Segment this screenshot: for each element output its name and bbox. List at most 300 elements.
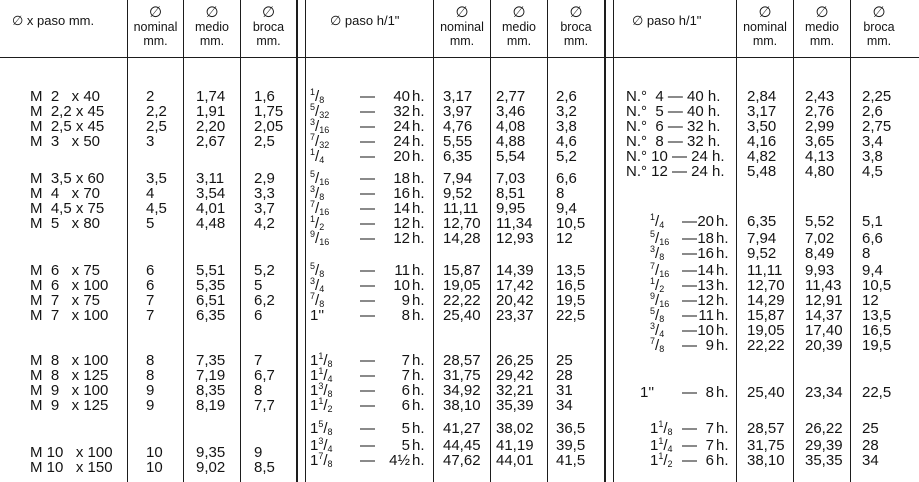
dash: — <box>360 262 375 279</box>
fraction-whole: 1 <box>310 452 319 469</box>
broca-value: 19,5 <box>862 337 892 354</box>
threads-per-inch: 7 <box>401 352 410 369</box>
broca-value: 3,8 <box>862 148 883 165</box>
thread-size: M 7 x 75 <box>30 292 101 309</box>
broca-value: 19,5 <box>556 292 586 309</box>
fraction-slash: / <box>315 133 320 150</box>
nominal-value: 38,10 <box>747 452 785 469</box>
medio-value: 20,39 <box>805 337 843 354</box>
broca-value: 8 <box>862 245 871 262</box>
thread-size: M 5 x 80 <box>30 215 101 232</box>
threads-per-inch: 24 <box>393 118 410 135</box>
nominal-value: 2,2 <box>146 103 167 120</box>
header-nominal: ∅ nominal mm. <box>133 4 178 48</box>
fraction-slash: / <box>315 88 320 105</box>
broca-value: 6,6 <box>556 170 577 187</box>
fraction-denominator: 16 <box>319 207 330 217</box>
medio-value: 2,76 <box>805 103 835 120</box>
fraction-numerator: 5 <box>310 261 316 271</box>
threads-per-inch: 24 <box>393 133 410 150</box>
threads-per-inch: 16 <box>393 185 410 202</box>
nominal-value: 2,84 <box>747 88 777 105</box>
fraction-numerator: 9 <box>310 229 316 239</box>
broca-value: 13,5 <box>862 307 892 324</box>
broca-value: 8 <box>556 185 565 202</box>
threads-unit: h. <box>412 367 425 384</box>
header-inch-size: ∅ paso h/1" <box>330 13 400 28</box>
fraction-slash: / <box>655 322 660 339</box>
threads-per-inch: 7 <box>705 420 714 437</box>
broca-value: 31 <box>556 382 573 399</box>
broca-value: 6,2 <box>254 292 275 309</box>
broca-value: 9 <box>254 444 263 461</box>
dash: — <box>682 292 697 309</box>
medio-value: 17,40 <box>805 322 843 339</box>
fraction-whole: 1'' <box>640 384 655 401</box>
nominal-value: 7,94 <box>747 230 777 247</box>
broca-value: 3,8 <box>556 118 577 135</box>
nominal-value: 9 <box>146 382 155 399</box>
table-row <box>0 163 919 180</box>
fraction-numerator: 7 <box>310 132 316 142</box>
fraction-numerator: 7 <box>318 451 324 461</box>
fraction-denominator: 8 <box>667 427 673 437</box>
dash: — <box>360 292 375 309</box>
dash: — <box>360 133 375 150</box>
nominal-value: 8 <box>146 352 155 369</box>
medio-value: 17,42 <box>496 277 534 294</box>
threads-per-inch: 14 <box>393 200 410 217</box>
broca-value: 3,7 <box>254 200 275 217</box>
fraction-whole: 1 <box>310 397 319 414</box>
broca-value: 5 <box>254 277 263 294</box>
fraction-denominator: 8 <box>659 344 665 354</box>
threads-per-inch: 7 <box>705 437 714 454</box>
nominal-value: 5,55 <box>443 133 473 150</box>
threads-unit: h. <box>716 307 729 324</box>
threads-per-inch: 20 <box>697 213 714 230</box>
fraction-slash: / <box>323 397 328 414</box>
dash: — <box>682 437 697 454</box>
thread-size <box>640 384 654 401</box>
dash: — <box>360 382 375 399</box>
broca-value: 34 <box>556 397 573 414</box>
dash: — <box>360 397 375 414</box>
header-inch-size: ∅ paso h/1" <box>632 13 702 28</box>
header-broca: ∅ broca mm. <box>560 4 592 48</box>
broca-value: 4,6 <box>556 133 577 150</box>
dash: — <box>682 307 697 324</box>
nominal-value: 3,17 <box>747 103 777 120</box>
thread-size: M 6 x 75 <box>30 262 101 279</box>
broca-value: 7,7 <box>254 397 275 414</box>
thread-size: M 4,5 x 75 <box>30 200 105 217</box>
fraction-denominator: 8 <box>659 314 665 324</box>
fraction-numerator: 1 <box>650 276 656 286</box>
fraction-numerator: 1 <box>310 87 316 97</box>
nominal-value: 34,92 <box>443 382 481 399</box>
fraction-numerator: 9 <box>650 291 656 301</box>
medio-value: 26,22 <box>805 420 843 437</box>
medio-value: 2,77 <box>496 88 526 105</box>
fraction-whole: 1 <box>650 420 659 437</box>
medio-value: 9,93 <box>805 262 835 279</box>
medio-value: 6,51 <box>196 292 226 309</box>
header-broca: ∅ broca mm. <box>252 4 285 48</box>
dash: — <box>360 367 375 384</box>
thread-size: N.° 4 — 40 h. <box>626 88 721 105</box>
dash: — <box>682 245 697 262</box>
fraction-slash: / <box>655 213 660 230</box>
broca-value: 9,4 <box>556 200 577 217</box>
broca-value: 5,2 <box>556 148 577 165</box>
medio-value: 6,35 <box>196 307 226 324</box>
fraction-numerator: 1 <box>310 147 316 157</box>
nominal-value: 5,48 <box>747 163 777 180</box>
nominal-value: 6 <box>146 262 155 279</box>
nominal-value: 6,35 <box>443 148 473 165</box>
thread-size: M 8 x 125 <box>30 367 109 384</box>
threads-per-inch: 18 <box>393 170 410 187</box>
fraction-denominator: 2 <box>659 284 665 294</box>
threads-per-inch: 9 <box>705 337 714 354</box>
threads-per-inch: 11 <box>394 262 410 279</box>
fraction-slash: / <box>315 185 320 202</box>
fraction-denominator: 4 <box>667 444 673 454</box>
thread-size: N.° 6 — 32 h. <box>626 118 721 135</box>
medio-value: 14,39 <box>496 262 534 279</box>
fraction-numerator: 3 <box>650 321 656 331</box>
nominal-value: 31,75 <box>443 367 481 384</box>
header-medio: ∅ medio mm. <box>804 4 840 48</box>
medio-value: 4,88 <box>496 133 526 150</box>
medio-value: 35,39 <box>496 397 534 414</box>
nominal-value: 2 <box>146 88 155 105</box>
fraction-denominator: 16 <box>319 125 330 135</box>
fraction-denominator: 8 <box>319 95 325 105</box>
thread-size: N.° 10 — 24 h. <box>626 148 725 165</box>
thread-size: N.° 5 — 40 h. <box>626 103 721 120</box>
fraction-denominator: 4 <box>327 444 333 454</box>
threads-per-inch: 4½ <box>389 452 410 469</box>
fraction-slash: / <box>315 262 320 279</box>
fraction-denominator: 4 <box>327 374 333 384</box>
dash: — <box>682 452 697 469</box>
threads-per-inch: 18 <box>697 230 714 247</box>
broca-value: 22,5 <box>556 307 586 324</box>
broca-value: 36,5 <box>556 420 586 437</box>
nominal-value: 3,17 <box>443 88 473 105</box>
medio-value: 8,49 <box>805 245 835 262</box>
fraction-slash: / <box>655 337 660 354</box>
thread-size <box>650 337 664 354</box>
threads-unit: h. <box>716 437 729 454</box>
fraction-denominator: 2 <box>667 459 673 469</box>
fraction-numerator: 1 <box>650 212 656 222</box>
thread-size: M 2,2 x 45 <box>30 103 105 120</box>
thread-size <box>650 245 664 262</box>
threads-per-inch: 6 <box>401 382 410 399</box>
nominal-value: 3,97 <box>443 103 473 120</box>
threads-unit: h. <box>716 230 729 247</box>
fraction-numerator: 3 <box>310 184 316 194</box>
threads-unit: h. <box>716 452 729 469</box>
threads-unit: h. <box>716 292 729 309</box>
fraction-slash: / <box>323 452 328 469</box>
fraction-numerator: 1 <box>310 214 316 224</box>
threads-per-inch: 14 <box>697 262 714 279</box>
broca-value: 10,5 <box>556 215 586 232</box>
fraction-numerator: 7 <box>310 291 316 301</box>
fraction-numerator: 3 <box>650 244 656 254</box>
dash: — <box>682 384 697 401</box>
thread-size: M 6 x 100 <box>30 277 109 294</box>
medio-value: 1,74 <box>196 88 226 105</box>
broca-value: 34 <box>862 452 879 469</box>
threads-unit: h. <box>412 103 425 120</box>
nominal-value: 4,5 <box>146 200 167 217</box>
broca-value: 3,4 <box>862 133 883 150</box>
fraction-slash: / <box>323 367 328 384</box>
medio-value: 23,34 <box>805 384 843 401</box>
medio-value: 5,35 <box>196 277 226 294</box>
fraction-numerator: 1 <box>658 436 664 446</box>
broca-value: 28 <box>862 437 879 454</box>
nominal-value: 10 <box>146 444 163 461</box>
medio-value: 2,20 <box>196 118 226 135</box>
thread-size: M 10 x 150 <box>30 459 113 476</box>
threads-unit: h. <box>412 352 425 369</box>
dash: — <box>682 322 697 339</box>
threads-per-inch: 6 <box>705 452 714 469</box>
fraction-denominator: 8 <box>659 252 665 262</box>
threads-unit: h. <box>412 88 425 105</box>
fraction-numerator: 7 <box>310 199 316 209</box>
thread-size: M 10 x 100 <box>30 444 113 461</box>
fraction-denominator: 4 <box>659 329 665 339</box>
broca-value: 8 <box>254 382 263 399</box>
medio-value: 9,35 <box>196 444 226 461</box>
medio-value: 4,08 <box>496 118 526 135</box>
fraction-numerator: 5 <box>318 419 324 429</box>
fraction-denominator: 16 <box>659 269 670 279</box>
header-underline <box>0 57 919 58</box>
fraction-slash: / <box>315 103 320 120</box>
threads-unit: h. <box>716 420 729 437</box>
fraction-denominator: 8 <box>319 192 325 202</box>
thread-size: M 3 x 50 <box>30 133 101 150</box>
fraction-numerator: 1 <box>318 366 324 376</box>
fraction-denominator: 8 <box>327 359 333 369</box>
medio-value: 9,95 <box>496 200 526 217</box>
table-row <box>0 245 919 262</box>
fraction-numerator: 7 <box>650 261 656 271</box>
nominal-value: 44,45 <box>443 437 481 454</box>
nominal-value: 7,94 <box>443 170 473 187</box>
fraction-slash: / <box>655 307 660 324</box>
threads-per-inch: 10 <box>393 277 410 294</box>
nominal-value: 11,11 <box>747 262 783 279</box>
fraction-whole: 1 <box>310 382 319 399</box>
threads-per-inch: 12 <box>393 215 410 232</box>
threads-per-inch: 8 <box>401 307 410 324</box>
fraction-whole: 1'' <box>310 307 325 324</box>
thread-size: M 9 x 100 <box>30 382 109 399</box>
broca-value: 6,7 <box>254 367 275 384</box>
medio-value: 4,01 <box>196 200 226 217</box>
header-nominal: ∅ nominal mm. <box>440 4 484 48</box>
nominal-value: 5 <box>146 215 155 232</box>
nominal-value: 10 <box>146 459 163 476</box>
nominal-value: 12,70 <box>747 277 785 294</box>
fraction-slash: / <box>663 452 668 469</box>
broca-value: 10,5 <box>862 277 892 294</box>
fraction-numerator: 1 <box>658 419 664 429</box>
medio-value: 3,65 <box>805 133 835 150</box>
nominal-value: 14,28 <box>443 230 481 247</box>
fraction-slash: / <box>315 215 320 232</box>
broca-value: 2,6 <box>862 103 883 120</box>
fraction-whole: 1 <box>310 420 319 437</box>
threads-per-inch: 20 <box>393 148 410 165</box>
broca-value: 4,2 <box>254 215 275 232</box>
fraction-slash: / <box>655 262 660 279</box>
threads-unit: h. <box>716 277 729 294</box>
fraction-denominator: 16 <box>319 177 330 187</box>
header-medio: ∅ medio mm. <box>194 4 230 48</box>
table-row <box>0 337 919 354</box>
dash: — <box>360 185 375 202</box>
header-nominal: ∅ nominal mm. <box>743 4 787 48</box>
fraction-slash: / <box>323 420 328 437</box>
dash: — <box>360 452 375 469</box>
nominal-value: 28,57 <box>747 420 785 437</box>
nominal-value: 4,76 <box>443 118 473 135</box>
table-row <box>0 452 919 469</box>
fraction-numerator: 1 <box>658 451 664 461</box>
dash: — <box>360 230 375 247</box>
dash: — <box>360 277 375 294</box>
broca-value: 9,4 <box>862 262 883 279</box>
threads-unit: h. <box>716 245 729 262</box>
broca-value: 2,9 <box>254 170 275 187</box>
medio-value: 29,39 <box>805 437 843 454</box>
fraction-denominator: 8 <box>327 459 333 469</box>
broca-value: 8,5 <box>254 459 275 476</box>
broca-value: 1,75 <box>254 103 284 120</box>
medio-value: 38,02 <box>496 420 534 437</box>
dash: — <box>682 337 697 354</box>
fraction-numerator: 3 <box>310 117 316 127</box>
threads-unit: h. <box>412 382 425 399</box>
threads-unit: h. <box>716 213 729 230</box>
dash: — <box>360 103 375 120</box>
threads-per-inch: 11 <box>698 307 714 324</box>
threads-unit: h. <box>412 230 425 247</box>
nominal-value: 4,82 <box>747 148 777 165</box>
medio-value: 4,48 <box>196 215 226 232</box>
broca-value: 4,5 <box>862 163 883 180</box>
fraction-numerator: 5 <box>310 169 316 179</box>
medio-value: 26,25 <box>496 352 534 369</box>
nominal-value: 25,40 <box>443 307 481 324</box>
thread-size: M 2 x 40 <box>30 88 101 105</box>
broca-value: 2,6 <box>556 88 577 105</box>
medio-value: 3,54 <box>196 185 226 202</box>
fraction-slash: / <box>315 148 320 165</box>
fraction-slash: / <box>315 230 320 247</box>
dash: — <box>360 200 375 217</box>
broca-value: 22,5 <box>862 384 892 401</box>
fraction-numerator: 1 <box>318 396 324 406</box>
broca-value: 1,6 <box>254 88 275 105</box>
fraction-denominator: 16 <box>659 299 670 309</box>
threads-unit: h. <box>716 384 729 401</box>
threads-per-inch: 7 <box>401 367 410 384</box>
threads-per-inch: 12 <box>393 230 410 247</box>
threads-unit: h. <box>716 322 729 339</box>
dash: — <box>360 170 375 187</box>
nominal-value: 14,29 <box>747 292 785 309</box>
fraction-denominator: 8 <box>327 389 333 399</box>
threads-per-inch: 5 <box>401 437 410 454</box>
threads-unit: h. <box>412 292 425 309</box>
fraction-whole: 1 <box>310 437 319 454</box>
broca-value: 41,5 <box>556 452 586 469</box>
threads-unit: h. <box>716 262 729 279</box>
thread-size <box>650 420 673 437</box>
table-row <box>0 420 919 437</box>
dash: — <box>360 88 375 105</box>
medio-value: 5,52 <box>805 213 835 230</box>
broca-value: 2,25 <box>862 88 892 105</box>
medio-value: 44,01 <box>496 452 534 469</box>
thread-size: M 3,5 x 60 <box>30 170 105 187</box>
thread-size: M 2,5 x 45 <box>30 118 105 135</box>
fraction-slash: / <box>315 170 320 187</box>
threads-per-inch: 40 <box>393 88 410 105</box>
nominal-value: 9 <box>146 397 155 414</box>
dash: — <box>682 262 697 279</box>
threads-per-inch: 13 <box>697 277 714 294</box>
fraction-denominator: 4 <box>319 284 325 294</box>
broca-value: 39,5 <box>556 437 586 454</box>
dash: — <box>360 420 375 437</box>
fraction-denominator: 16 <box>659 237 670 247</box>
medio-value: 23,37 <box>496 307 534 324</box>
threads-per-inch: 12 <box>697 292 714 309</box>
dash: — <box>682 420 697 437</box>
nominal-value: 3,50 <box>747 118 777 135</box>
threads-unit: h. <box>412 200 425 217</box>
threads-unit: h. <box>412 215 425 232</box>
header-metric-size: ∅ x paso mm. <box>12 13 95 28</box>
broca-value: 6 <box>254 307 263 324</box>
medio-value: 2,99 <box>805 118 835 135</box>
nominal-value: 11,11 <box>443 200 479 217</box>
fraction-denominator: 8 <box>319 269 325 279</box>
medio-value: 8,19 <box>196 397 226 414</box>
broca-value: 3,3 <box>254 185 275 202</box>
threads-unit: h. <box>412 307 425 324</box>
broca-value: 6,6 <box>862 230 883 247</box>
medio-value: 8,51 <box>496 185 526 202</box>
threads-unit: h. <box>412 133 425 150</box>
threads-unit: h. <box>412 420 425 437</box>
nominal-value: 15,87 <box>747 307 785 324</box>
thread-size: M 8 x 100 <box>30 352 109 369</box>
header-medio: ∅ medio mm. <box>501 4 537 48</box>
